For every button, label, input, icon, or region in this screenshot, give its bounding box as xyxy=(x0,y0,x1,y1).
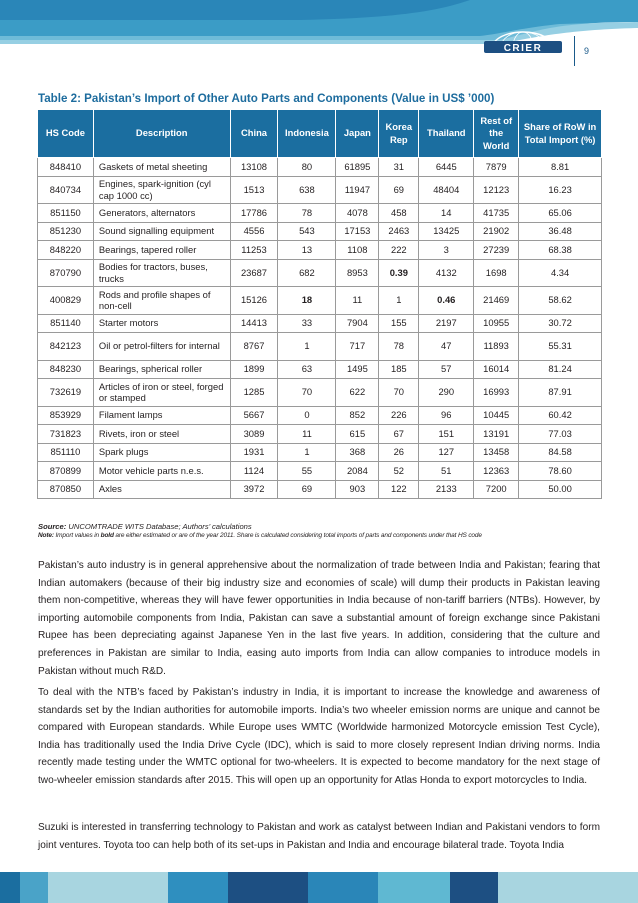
table-row xyxy=(38,443,602,462)
korea-cell: 67 xyxy=(379,425,419,444)
row-cell: 11893 xyxy=(474,333,519,361)
row-cell: 10445 xyxy=(474,406,519,425)
table-header-row xyxy=(38,110,602,158)
hs-code-cell: 851230 xyxy=(38,222,94,241)
description-cell: Bearings, tapered roller xyxy=(93,241,230,260)
thailand-cell: 2197 xyxy=(419,314,474,333)
korea-cell: 226 xyxy=(379,406,419,425)
china-cell: 1899 xyxy=(230,360,278,379)
note-label: Note: xyxy=(38,532,54,539)
table-row xyxy=(38,241,602,260)
description-cell: Starter motors xyxy=(93,314,230,333)
row-cell: 13191 xyxy=(474,425,519,444)
china-cell: 4556 xyxy=(230,222,278,241)
thailand-cell: 13425 xyxy=(419,222,474,241)
china-cell: 1285 xyxy=(230,379,278,407)
description-cell: Generators, alternators xyxy=(93,204,230,223)
korea-cell: 185 xyxy=(379,360,419,379)
table-row xyxy=(38,360,602,379)
indonesia-cell: 543 xyxy=(278,222,336,241)
table-row xyxy=(38,480,602,499)
korea-cell: 70 xyxy=(379,379,419,407)
row-cell: 10955 xyxy=(474,314,519,333)
row-cell: 21469 xyxy=(474,287,519,315)
indonesia-cell: 1 xyxy=(278,333,336,361)
table-row xyxy=(38,314,602,333)
crier-logo xyxy=(482,30,564,64)
share-cell: 60.42 xyxy=(519,406,602,425)
description-cell: Spark plugs xyxy=(93,443,230,462)
thailand-cell: 57 xyxy=(419,360,474,379)
paragraph-auto-industry: Pakistan’s auto industry is in general apprehensive about the normalization of trade between India and Pakistan; fearing that Indian automakers (because of their big industry size and economies of scale) will dump their products in Pakistan leaving them non-competitive, whereas they will have fewer opportunities in India because of non-tariff barriers (NTBs). However, by importing automobile components from India, Pakistan can save a substantial amount of foreign exchange since Pakistani Rupee has been depreciating against Japanese Yen in the last five years. In addition, considering that the culture and preferences in Pakistan are similar to India, easing auto imports from India can allow companies to introduce models in Pakistan without much R&D. xyxy=(38,560,600,677)
japan-cell: 368 xyxy=(336,443,379,462)
thailand-cell: 51 xyxy=(419,462,474,481)
indonesia-cell: 682 xyxy=(278,259,336,287)
share-cell: 81.24 xyxy=(519,360,602,379)
indonesia-cell: 13 xyxy=(278,241,336,260)
indonesia-cell: 78 xyxy=(278,204,336,223)
thailand-cell: 47 xyxy=(419,333,474,361)
thailand-cell: 48404 xyxy=(419,176,474,204)
col-china: China xyxy=(230,110,278,158)
indonesia-cell: 11 xyxy=(278,425,336,444)
korea-cell: 69 xyxy=(379,176,419,204)
share-cell: 50.00 xyxy=(519,480,602,499)
japan-cell: 615 xyxy=(336,425,379,444)
china-cell: 1931 xyxy=(230,443,278,462)
hs-code-cell: 851110 xyxy=(38,443,94,462)
row-cell: 7879 xyxy=(474,158,519,177)
description-cell: Bodies for tractors, buses, trucks xyxy=(93,259,230,287)
thailand-cell: 2133 xyxy=(419,480,474,499)
china-cell: 5667 xyxy=(230,406,278,425)
indonesia-cell: 33 xyxy=(278,314,336,333)
col-hs-code: HS Code xyxy=(38,110,94,158)
row-cell: 41735 xyxy=(474,204,519,223)
share-cell: 87.91 xyxy=(519,379,602,407)
row-cell: 7200 xyxy=(474,480,519,499)
share-cell: 4.34 xyxy=(519,259,602,287)
description-cell: Axles xyxy=(93,480,230,499)
indonesia-cell: 0 xyxy=(278,406,336,425)
description-cell: Bearings, spherical roller xyxy=(93,360,230,379)
china-cell: 1124 xyxy=(230,462,278,481)
hs-code-cell: 732619 xyxy=(38,379,94,407)
table-row xyxy=(38,462,602,481)
japan-cell: 717 xyxy=(336,333,379,361)
china-cell: 23687 xyxy=(230,259,278,287)
share-cell: 36.48 xyxy=(519,222,602,241)
table-title: Table 2: Pakistan’s Import of Other Auto Parts and Components (Value in US$ ’000) xyxy=(38,92,495,105)
row-cell: 16993 xyxy=(474,379,519,407)
indonesia-cell: 55 xyxy=(278,462,336,481)
korea-cell: 458 xyxy=(379,204,419,223)
note-text-bold: bold xyxy=(100,532,114,539)
col-share-row: Share of RoW in Total Import (%) xyxy=(519,110,602,158)
hs-code-cell: 842123 xyxy=(38,333,94,361)
table-row xyxy=(38,287,602,315)
col-thailand: Thailand xyxy=(419,110,474,158)
table-row xyxy=(38,204,602,223)
hs-code-cell: 840734 xyxy=(38,176,94,204)
china-cell: 3089 xyxy=(230,425,278,444)
share-cell: 58.62 xyxy=(519,287,602,315)
thailand-cell: 127 xyxy=(419,443,474,462)
indonesia-cell: 63 xyxy=(278,360,336,379)
page-number: 9 xyxy=(584,46,590,56)
thailand-cell: 3 xyxy=(419,241,474,260)
hs-code-cell: 870850 xyxy=(38,480,94,499)
hs-code-cell: 848230 xyxy=(38,360,94,379)
table-note xyxy=(38,532,482,539)
description-cell: Motor vehicle parts n.e.s. xyxy=(93,462,230,481)
thailand-cell: 4132 xyxy=(419,259,474,287)
description-cell: Oil or petrol-filters for internal xyxy=(93,333,230,361)
korea-cell: 2463 xyxy=(379,222,419,241)
row-cell: 27239 xyxy=(474,241,519,260)
thailand-cell: 290 xyxy=(419,379,474,407)
indonesia-cell: 70 xyxy=(278,379,336,407)
japan-cell: 11 xyxy=(336,287,379,315)
col-description: Description xyxy=(93,110,230,158)
source-label: Source: xyxy=(38,522,67,531)
hs-code-cell: 851150 xyxy=(38,204,94,223)
china-cell: 13108 xyxy=(230,158,278,177)
thailand-cell: 6445 xyxy=(419,158,474,177)
indonesia-cell: 80 xyxy=(278,158,336,177)
table-row xyxy=(38,259,602,287)
imports-table xyxy=(37,109,602,499)
china-cell: 17786 xyxy=(230,204,278,223)
col-korea: Korea Rep xyxy=(379,110,419,158)
row-cell: 12123 xyxy=(474,176,519,204)
thailand-cell: 0.46 xyxy=(419,287,474,315)
japan-cell: 7904 xyxy=(336,314,379,333)
hs-code-cell: 731823 xyxy=(38,425,94,444)
japan-cell: 1108 xyxy=(336,241,379,260)
table-row xyxy=(38,406,602,425)
share-cell: 55.31 xyxy=(519,333,602,361)
china-cell: 11253 xyxy=(230,241,278,260)
japan-cell: 1495 xyxy=(336,360,379,379)
hs-code-cell: 848220 xyxy=(38,241,94,260)
thailand-cell: 151 xyxy=(419,425,474,444)
japan-cell: 61895 xyxy=(336,158,379,177)
footer-band xyxy=(0,872,638,903)
korea-cell: 78 xyxy=(379,333,419,361)
row-cell: 13458 xyxy=(474,443,519,462)
japan-cell: 17153 xyxy=(336,222,379,241)
korea-cell: 0.39 xyxy=(379,259,419,287)
hs-code-cell: 853929 xyxy=(38,406,94,425)
hs-code-cell: 400829 xyxy=(38,287,94,315)
indonesia-cell: 69 xyxy=(278,480,336,499)
thailand-cell: 96 xyxy=(419,406,474,425)
description-cell: Filament lamps xyxy=(93,406,230,425)
description-cell: Engines, spark-ignition (cyl cap 1000 cc) xyxy=(93,176,230,204)
indonesia-cell: 638 xyxy=(278,176,336,204)
paragraph-ntb: To deal with the NTB’s faced by Pakistan’s industry in India, it is important to increase the knowledge and awareness of standards set by the Indian authorities for automobile imports. India’s two wheeler emission norms are unique and cannot be compared with European standards. While Europe uses WMTC (Worldwide harmonized Motorcycle emission Test Cycle), India has traditionally used the India Drive Cycle (IDC), which is said to more closely represent Indian driving norms. India recently made testing under the WMTC optional for two-wheelers. It is expected to become mandatory for the next stage of two-wheeler emission standards after 2015. This will open up an opportunity for Atlas Honda to export motorcycles to India. xyxy=(38,687,600,786)
col-indonesia: Indonesia xyxy=(278,110,336,158)
china-cell: 15126 xyxy=(230,287,278,315)
china-cell: 14413 xyxy=(230,314,278,333)
korea-cell: 52 xyxy=(379,462,419,481)
hs-code-cell: 870899 xyxy=(38,462,94,481)
description-cell: Rivets, iron or steel xyxy=(93,425,230,444)
col-japan: Japan xyxy=(336,110,379,158)
row-cell: 12363 xyxy=(474,462,519,481)
korea-cell: 26 xyxy=(379,443,419,462)
paragraph-suzuki: Suzuki is interested in transferring technology to Pakistan and work as catalyst between Indian and Pakistani vendors to form joint ventures. Toyota too can help both of its set-ups in Pakistan and India and encourage bilateral trade. Toyota India xyxy=(38,822,600,851)
table-row xyxy=(38,379,602,407)
note-text-post: are either estimated or are of the year 2011. Share is calculated considering total imports of parts and components under that HS code xyxy=(113,532,482,539)
japan-cell: 903 xyxy=(336,480,379,499)
table-row xyxy=(38,333,602,361)
header-divider xyxy=(574,36,575,66)
description-cell: Gaskets of metal sheeting xyxy=(93,158,230,177)
indonesia-cell: 18 xyxy=(278,287,336,315)
japan-cell: 2084 xyxy=(336,462,379,481)
japan-cell: 4078 xyxy=(336,204,379,223)
china-cell: 8767 xyxy=(230,333,278,361)
japan-cell: 8953 xyxy=(336,259,379,287)
share-cell: 30.72 xyxy=(519,314,602,333)
indonesia-cell: 1 xyxy=(278,443,336,462)
china-cell: 3972 xyxy=(230,480,278,499)
korea-cell: 222 xyxy=(379,241,419,260)
row-cell: 16014 xyxy=(474,360,519,379)
logo-text: CRIER xyxy=(503,43,543,54)
table-row xyxy=(38,158,602,177)
share-cell: 8.81 xyxy=(519,158,602,177)
row-cell: 1698 xyxy=(474,259,519,287)
description-cell: Rods and profile shapes of non-cell xyxy=(93,287,230,315)
table-source xyxy=(38,522,252,531)
hs-code-cell: 848410 xyxy=(38,158,94,177)
korea-cell: 155 xyxy=(379,314,419,333)
japan-cell: 852 xyxy=(336,406,379,425)
row-cell: 21902 xyxy=(474,222,519,241)
description-cell: Sound signalling equipment xyxy=(93,222,230,241)
table-row xyxy=(38,222,602,241)
share-cell: 65.06 xyxy=(519,204,602,223)
korea-cell: 1 xyxy=(379,287,419,315)
china-cell: 1513 xyxy=(230,176,278,204)
table-row xyxy=(38,425,602,444)
share-cell: 77.03 xyxy=(519,425,602,444)
hs-code-cell: 851140 xyxy=(38,314,94,333)
share-cell: 84.58 xyxy=(519,443,602,462)
col-rest-of-world: Rest of the World xyxy=(474,110,519,158)
thailand-cell: 14 xyxy=(419,204,474,223)
share-cell: 78.60 xyxy=(519,462,602,481)
korea-cell: 122 xyxy=(379,480,419,499)
source-text: UNCOMTRADE WITS Database; Authors’ calculations xyxy=(66,522,252,531)
share-cell: 68.38 xyxy=(519,241,602,260)
korea-cell: 31 xyxy=(379,158,419,177)
japan-cell: 622 xyxy=(336,379,379,407)
note-text-pre: Import values in xyxy=(53,532,101,539)
hs-code-cell: 870790 xyxy=(38,259,94,287)
share-cell: 16.23 xyxy=(519,176,602,204)
japan-cell: 11947 xyxy=(336,176,379,204)
description-cell: Articles of iron or steel, forged or stamped xyxy=(93,379,230,407)
table-row xyxy=(38,176,602,204)
